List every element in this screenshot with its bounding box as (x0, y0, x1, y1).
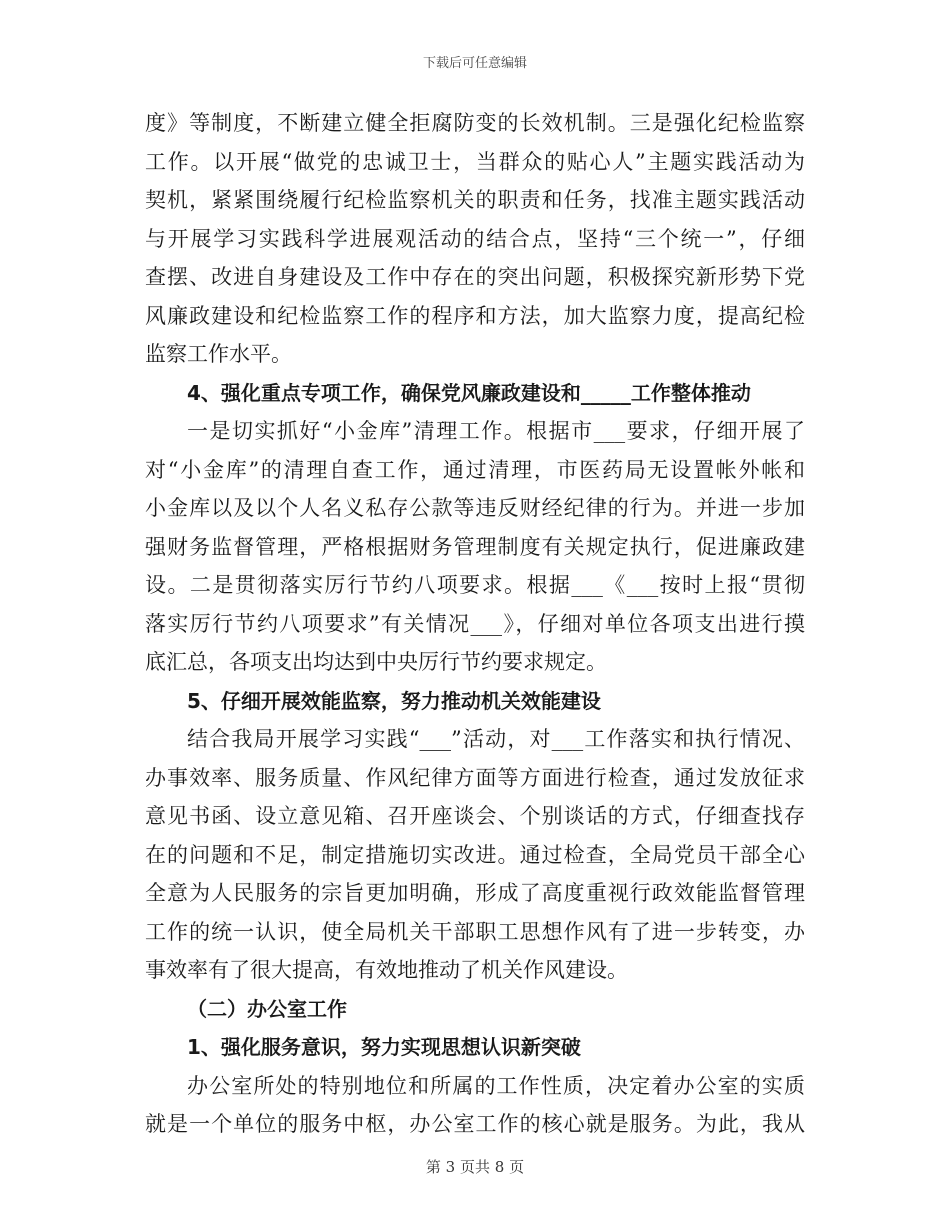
text-line: 事效率有了很大提高，有效地推动了机关作风建设。 (145, 958, 628, 982)
text-line: 查摆、改进自身建设及工作中存在的突出问题，积极探究新形势下党 (145, 265, 805, 289)
text-line: 度》等制度，不断建立健全拒腐防变的长效机制。三是强化纪检监察 (145, 111, 805, 135)
text-line: 工作的统一认识，使全局机关干部职工思想作风有了进一步转变，办 (145, 919, 805, 944)
text-line: 小金库以及以个人名义私存公款等违反财经纪律的行为。并进一步加 (145, 496, 805, 520)
text-line: 底汇总，各项支出均达到中央厉行节约要求规定。 (145, 650, 607, 674)
text-line: 全意为人民服务的宗旨更加明确，形成了高度重视行政效能监督管理 (145, 881, 805, 905)
text-line: 风廉政建设和纪检监察工作的程序和方法，加大监察力度，提高纪检 (145, 303, 805, 328)
text-line: 工作。以开展“做党的忠诚卫士，当群众的贴心人”主题实践活动为 (145, 149, 805, 174)
text-line: 与开展学习实践科学进展观活动的结合点，坚持“三个统一”，仔细 (145, 226, 805, 251)
text-line: 在的问题和不足，制定措施切实改进。通过检查，全局党员干部全心 (145, 842, 805, 867)
text-line: 一是切实抓好“小金库”清理工作。根据市___要求，仔细开展了 (187, 419, 805, 443)
page-footer: 第 3 页共 8 页 (425, 1158, 525, 1176)
section-heading: 1、强化服务意识，努力实现思想认识新突破 (187, 1035, 581, 1059)
text-line: 结合我局开展学习实践“___”活动，对___工作落实和执行情况、 (187, 727, 805, 751)
text-line: 就是一个单位的服务中枢，办公室工作的核心就是服务。为此，我从 (145, 1112, 805, 1136)
section-heading: 4、强化重点专项工作，确保党风廉政建设和_____工作整体推动 (187, 380, 751, 405)
text-line: 落实厉行节约八项要求”有关情况___》，仔细对单位各项支出进行摸 (145, 611, 805, 636)
section-heading: （二）办公室工作 (187, 996, 347, 1021)
text-line: 强财务监督管理，严格根据财务管理制度有关规定执行，促进廉政建 (145, 534, 805, 559)
text-line: 意见书函、设立意见箱、召开座谈会、个别谈话的方式，仔细查找存 (145, 804, 805, 828)
text-line: 办公室所处的特别地位和所属的工作性质，决定着办公室的实质 (187, 1073, 805, 1098)
document-body (145, 104, 805, 1144)
section-heading: 5、仔细开展效能监察，努力推动机关效能建设 (187, 688, 601, 713)
text-line: 设。二是贯彻落实厉行节约八项要求。根据___《___按时上报“贯彻 (145, 573, 805, 597)
text-line: 对“小金库”的清理自查工作，通过清理，市医药局无设置帐外帐和 (145, 457, 805, 482)
text-line: 监察工作水平。 (145, 342, 292, 366)
text-line: 契机，紧紧围绕履行纪检监察机关的职责和任务，找准主题实践活动 (145, 188, 805, 212)
page-header: 下载后可任意编辑 (422, 56, 527, 71)
text-line: 办事效率、服务质量、作风纪律方面等方面进行检查，通过发放征求 (145, 765, 805, 790)
